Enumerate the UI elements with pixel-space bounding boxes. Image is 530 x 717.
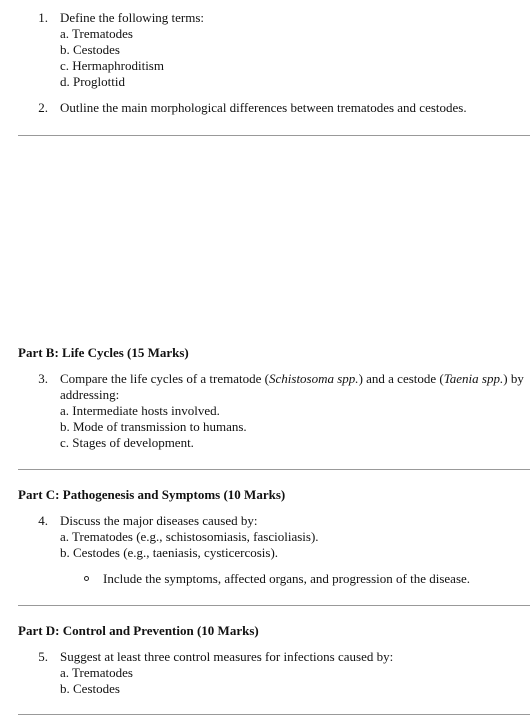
q4-bullet-text: Include the symptoms, affected organs, and progression of the disease.	[103, 571, 471, 586]
q2-number: 2.	[38, 100, 48, 115]
part-b-heading: Part B: Life Cycles (15 Marks)	[18, 345, 189, 360]
q1-item-a: a. Trematodes	[60, 26, 133, 41]
q3-line-2: addressing:	[60, 387, 120, 402]
q3-item-b: b. Mode of transmission to humans.	[60, 419, 247, 434]
q5-text: Suggest at least three control measures for infections caused by:	[60, 649, 394, 664]
q3-number: 3.	[38, 371, 48, 386]
q5-item-b: b. Cestodes	[60, 681, 120, 696]
part-d-heading: Part D: Control and Prevention (10 Marks)	[18, 623, 259, 638]
q3-line-1-pre: Compare the life cycles of a trematode (	[60, 371, 269, 386]
q2-text: Outline the main morphological differences between trematodes and cestodes.	[60, 100, 467, 115]
q4-item-a: a. Trematodes (e.g., schistosomiasis, fascioliasis).	[60, 529, 319, 544]
q1-item-d: d. Proglottid	[60, 74, 126, 89]
q3-genus-taenia: Taenia spp.	[443, 371, 504, 386]
part-c-heading: Part C: Pathogenesis and Symptoms (10 Marks)	[18, 487, 286, 502]
q3-line-1-mid: ) and a cestode (	[358, 371, 444, 386]
q3-item-a: a. Intermediate hosts involved.	[60, 403, 220, 418]
divider-2	[18, 469, 530, 470]
q4-item-b: b. Cestodes (e.g., taeniasis, cysticercosis).	[60, 545, 279, 560]
q5-item-a: a. Trematodes	[60, 665, 133, 680]
bullet-circle-icon	[84, 576, 89, 581]
q1-item-b: b. Cestodes	[60, 42, 120, 57]
divider-4	[18, 714, 530, 715]
q4-number: 4.	[38, 513, 48, 528]
q1-item-c: c. Hermaphroditism	[60, 58, 164, 73]
q1-text: Define the following terms:	[60, 10, 205, 25]
q3-line-1	[60, 371, 524, 387]
divider-1	[18, 135, 530, 136]
q1-number: 1.	[38, 10, 48, 25]
q5-number: 5.	[38, 649, 48, 664]
divider-3	[18, 605, 530, 606]
q3-item-c: c. Stages of development.	[60, 435, 194, 450]
q4-text: Discuss the major diseases caused by:	[60, 513, 258, 528]
q3-line-1-post: ) by	[503, 371, 524, 386]
q3-genus-schistosoma: Schistosoma spp.	[269, 371, 359, 386]
